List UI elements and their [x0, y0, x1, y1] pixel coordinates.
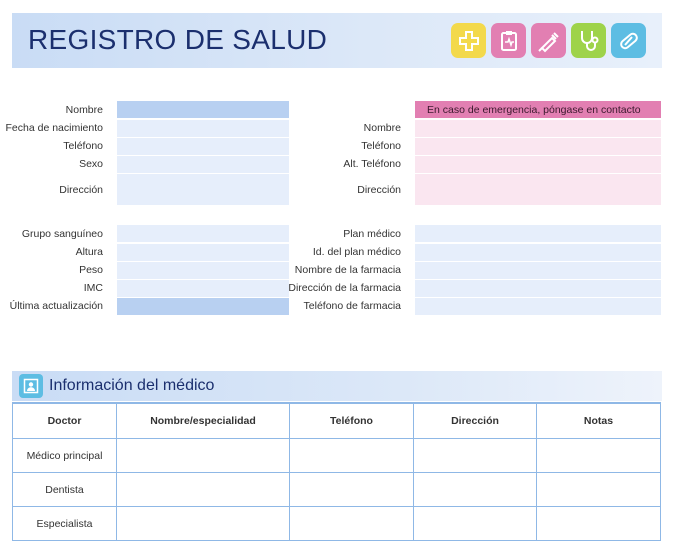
field-imc[interactable]: [117, 280, 289, 297]
row-label-dentista: Dentista: [13, 473, 117, 507]
table-cell[interactable]: [414, 439, 537, 473]
table-cell[interactable]: [117, 473, 290, 507]
table-cell[interactable]: [537, 439, 661, 473]
label-fecha-nacimiento: Fecha de nacimiento: [5, 122, 103, 134]
doctors-table: [12, 402, 661, 541]
field-ultima-actualizacion[interactable]: [117, 298, 289, 315]
table-cell[interactable]: [117, 507, 290, 541]
label-direccion-farmacia: Dirección de la farmacia: [288, 282, 401, 294]
field-telefono-farmacia[interactable]: [415, 298, 661, 315]
field-direccion-farmacia[interactable]: [415, 280, 661, 297]
label-direccion: Dirección: [59, 184, 103, 196]
table-cell[interactable]: [537, 473, 661, 507]
label-imc: IMC: [83, 282, 103, 294]
field-emergency-alt-telefono[interactable]: [415, 156, 661, 173]
label-grupo-sanguineo: Grupo sanguíneo: [21, 228, 103, 240]
table-cell[interactable]: [290, 473, 414, 507]
label-nombre-farmacia: Nombre de la farmacia: [294, 264, 401, 276]
table-cell[interactable]: [290, 439, 414, 473]
page-title: REGISTRO DE SALUD: [28, 24, 328, 55]
field-direccion[interactable]: [117, 174, 289, 205]
column-header-direccion: Dirección: [414, 403, 537, 439]
clipboard-icon: [491, 23, 526, 58]
table-cell[interactable]: [537, 507, 661, 541]
label-plan-medico: Plan médico: [343, 228, 401, 240]
label-telefono: Teléfono: [63, 140, 103, 152]
row-label-especialista: Especialista: [13, 507, 117, 541]
emergency-header: En caso de emergencia, póngase en contacto: [415, 101, 661, 118]
label-emergency-direccion: Dirección: [357, 184, 401, 196]
field-nombre-farmacia[interactable]: [415, 262, 661, 279]
field-peso[interactable]: [117, 262, 289, 279]
label-id-plan: Id. del plan médico: [312, 246, 401, 258]
doctor-portrait-icon: [19, 374, 43, 398]
field-nombre[interactable]: [117, 101, 289, 118]
table-cell[interactable]: [290, 507, 414, 541]
field-emergency-nombre[interactable]: [415, 120, 661, 137]
label-altura: Altura: [75, 246, 103, 258]
label-ultima-actualizacion: Última actualización: [9, 300, 103, 312]
field-plan-medico[interactable]: [415, 225, 661, 242]
field-emergency-direccion[interactable]: [415, 174, 661, 205]
table-row: [13, 507, 661, 541]
field-id-plan[interactable]: [415, 244, 661, 261]
field-grupo-sanguineo[interactable]: [117, 225, 289, 242]
label-sexo: Sexo: [79, 158, 103, 170]
pill-icon: [611, 23, 646, 58]
column-header-telefono: Teléfono: [290, 403, 414, 439]
table-header-row: [13, 403, 661, 439]
label-nombre: Nombre: [65, 104, 103, 116]
table-row: [13, 473, 661, 507]
field-emergency-telefono[interactable]: [415, 138, 661, 155]
column-header-doctor: Doctor: [13, 403, 117, 439]
field-fecha-nacimiento[interactable]: [117, 120, 289, 137]
label-emergency-telefono: Teléfono: [361, 140, 401, 152]
field-telefono[interactable]: [117, 138, 289, 155]
label-peso: Peso: [79, 264, 103, 276]
syringe-icon: [531, 23, 566, 58]
label-telefono-farmacia: Teléfono de farmacia: [303, 300, 401, 312]
field-sexo[interactable]: [117, 156, 289, 173]
table-row: [13, 439, 661, 473]
table-cell[interactable]: [117, 439, 290, 473]
row-label-medico-principal: Médico principal: [13, 439, 117, 473]
first-aid-icon: [451, 23, 486, 58]
field-altura[interactable]: [117, 244, 289, 261]
column-header-nombre-especialidad: Nombre/especialidad: [117, 403, 290, 439]
table-cell[interactable]: [414, 507, 537, 541]
table-cell[interactable]: [414, 473, 537, 507]
label-emergency-nombre: Nombre: [363, 122, 401, 134]
label-emergency-alt-telefono: Alt. Teléfono: [343, 158, 401, 170]
section-title: Información del médico: [49, 377, 215, 394]
column-header-notas: Notas: [537, 403, 661, 439]
stethoscope-icon: [571, 23, 606, 58]
